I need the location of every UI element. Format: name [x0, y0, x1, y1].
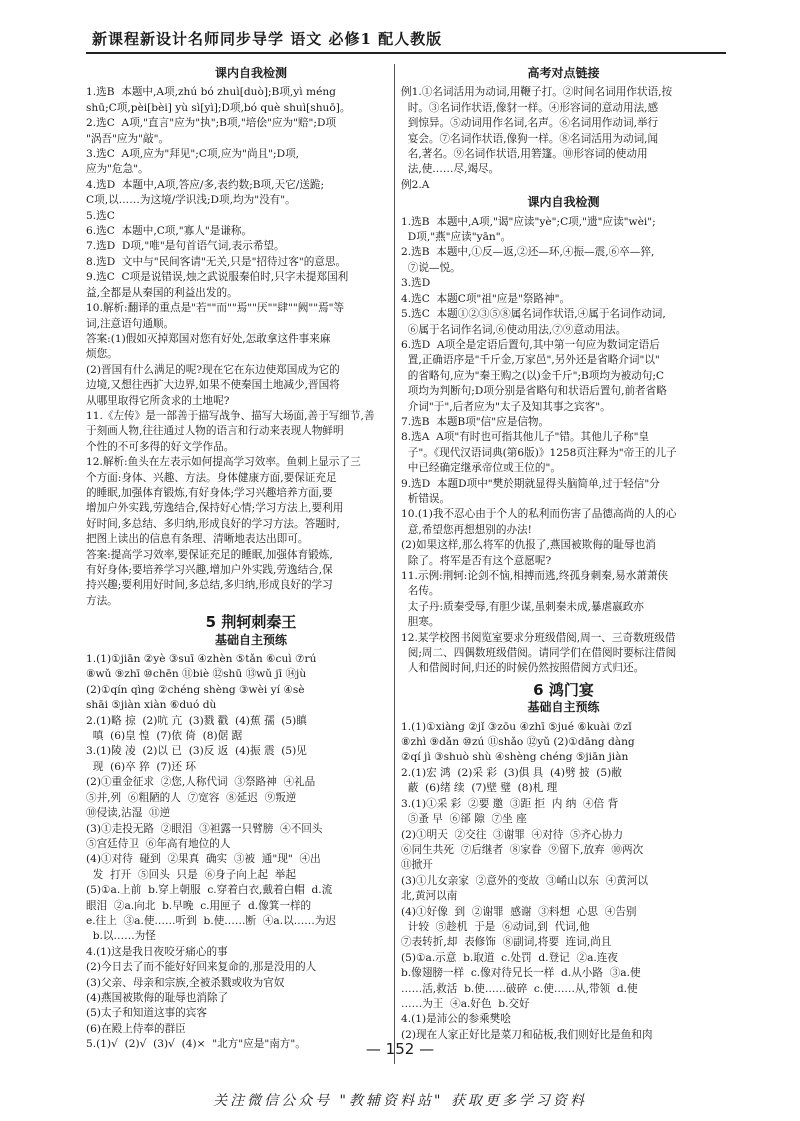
text-line: 边境,又想往西扩大边界,如果不使秦国土地减少,晋国将	[86, 379, 340, 392]
text-line: (4)①对待 碰到 ②果真 确实 ③被 通"现" ④出	[86, 853, 321, 866]
text-line: 4.选D 本题中,A项,答应/多,表约数;B项,天它/送跪;	[86, 178, 325, 191]
text-line: 眼泪 ②a.向北 b.早晚 c.用匣子 d.像箕一样的	[86, 899, 312, 912]
text-line: (2)①明天 ②交往 ③谢罪 ④对待 ⑤齐心协力	[401, 828, 624, 841]
section-heading: 高考对点链接	[527, 66, 600, 80]
text-line: 于刻画人物,往往通过人物的语言和行动来表现人物鲜明	[86, 425, 344, 438]
text-line: 1.选B 本题中,A项,zhú bó zhuì[duò];B项,yì méng	[86, 86, 336, 99]
text-line: 的省略句,应为"秦王购之(以)金千斤";B项均为被动句;C	[401, 369, 665, 382]
text-line: (2)①qín qìng ②chéng shèng ③wèi yí ④sè	[86, 683, 305, 696]
text-line: ⑦说—悦。	[401, 261, 461, 274]
left-column	[86, 64, 416, 1053]
text-line: 从哪里取得它所贪求的土地呢?	[86, 394, 230, 407]
text-line: 胆寒。	[401, 616, 440, 629]
text-line: 好时间,多总结、多归纳,形成良好的学习方法。答题时,	[86, 517, 340, 530]
text-line: 烦您。	[86, 348, 118, 361]
text-line: 中已经确定继承帝位或王位的"。	[401, 462, 561, 475]
text-line: 现 (6)卒 猝 (7)还 环	[86, 760, 196, 773]
lesson-title: 5 荆轲刺秦王	[205, 613, 297, 632]
answer-block	[401, 215, 726, 677]
text-line: ②qí jì ③shuò shù ④shèng chéng ⑤jiān jiàn	[401, 751, 629, 764]
text-line: 例2.A	[401, 178, 430, 191]
text-line: 12.解析:鱼头在左表示如何提高学习效率。鱼刺上显示了三	[86, 456, 361, 469]
page-number: — 152 —	[365, 1040, 435, 1058]
text-line: ⑩侵读,沾湿 ⑪逆	[86, 807, 171, 820]
section-heading: 课内自我检测	[214, 66, 287, 80]
text-line: shū;C项,pèi[bèi] yù sì[yì];D项,bó què shuì[shuō]。	[86, 101, 351, 114]
text-line: 4.选C 本题C项"祖"应是"祭路神"。	[401, 292, 571, 305]
text-line: 词,注意语句通顺。	[86, 317, 175, 330]
text-line: 3.(1)①采 彩 ②要 邀 ③距 拒 内 纳 ④倍 背	[401, 797, 619, 810]
text-line: (3)父亲、母亲和宗族,全被杀戮或收为官奴	[86, 976, 285, 989]
text-line: 答案:提高学习效率,要保证充足的睡眠,加强体育锻炼,	[86, 548, 333, 561]
text-line: 3.(1)陵 凌 (2)以 已 (3)反 返 (4)振 震 (5)见	[86, 745, 307, 758]
text-line: 11.示例:荆轲:论剑不恼,相搏而逃,终孤身刺秦,易水萧萧侠	[401, 570, 669, 582]
text-line: 8.选D 文中与"民间客请"无关,只是"招待过客"的意思。	[86, 255, 347, 268]
answer-block	[401, 720, 726, 1044]
text-line: 蔽 (6)绪 续 (7)壁 璧 (8)札 理	[401, 782, 558, 795]
text-line: 除了。将军是否有这个意愿呢?	[401, 554, 552, 567]
text-line: 答案:(1)假如灭掉郑国对您有好处,怎敢拿这件事来麻	[86, 332, 331, 345]
text-line: (3)①儿女亲家 ②意外的变故 ③崤山以东 ④黄河以	[401, 874, 649, 887]
text-line: 持兴趣;要利用好时间,多总结,多归纳,形成良好的学习	[86, 579, 333, 592]
text-line: 2.选C A项,"直言"应为"执";B项,"培侩"应为"赔";D项	[86, 117, 337, 130]
text-line: 析错误。	[401, 492, 451, 505]
section-heading: 基础自主预练	[214, 632, 287, 647]
text-line: 2.(1)略 掠 (2)吭 亢 (3)戮 戳 (4)蕉 孺 (5)瞋	[86, 714, 307, 727]
text-line: (4)①好像 到 ②谢罪 感谢 ③料想 心思 ④告别	[401, 905, 637, 918]
text-line: ⑤宫廷侍卫 ⑥年高有地位的人	[86, 837, 231, 850]
text-line: "涡吾"应为"敲"。	[86, 132, 170, 145]
text-line: 发 打开 ⑤回头 只是 ⑥身子向上起 举起	[86, 868, 296, 881]
text-line: 时。③名词作状语,像豺一样。④形容词的意动用法,感	[401, 101, 659, 114]
text-line: shāi ⑤jiàn xiàn ⑥duó dù	[86, 699, 217, 712]
text-line: D项,"燕"应读"yān"。	[401, 231, 512, 244]
text-line: (5)①a.示意 b.取道 c.处罚 d.登记 ②a.连夜	[401, 951, 618, 964]
text-line: ⑦表转折,却 表修饰 ⑧副词,将要 连词,尚且	[401, 936, 612, 949]
text-line: 3.选C A项,应为"拜见";C项,应为"尚且";D项,	[86, 148, 300, 161]
lesson-title: 6 鸿门宴	[533, 680, 594, 699]
text-line: 阅;周二、四偶数班级借阅。请同学们在借阅时要标注借阅	[401, 647, 677, 660]
text-line: e.往上 ③a.使……听到 b.使……断 ④a.以……为迟	[86, 914, 337, 927]
text-line: C项,以……为这境/学识浅;D项,均为"没有"。	[86, 194, 296, 207]
text-line: 5.选C	[86, 209, 115, 222]
text-line: ⑤蚤 早 ⑥郤 隙 ⑦坐 座	[401, 813, 527, 826]
text-line: 1.(1)①jiān ②yè ③suī ④zhèn ⑤tǎn ⑥cuì ⑦rú	[86, 653, 317, 666]
text-line: 12.某学校图书阅览室要求分班级借阅,周一、三奇数班级借	[401, 631, 676, 644]
text-line: ⑪掀开	[401, 859, 433, 872]
running-header	[86, 22, 726, 54]
footer-note: 关注微信公众号 "教辅资料站" 获取更多学习资料	[213, 1093, 587, 1109]
answer-block	[401, 85, 726, 193]
text-line: (3)①走投无路 ②眼泪 ③袒露一只臂膀 ④不回头	[86, 822, 323, 835]
text-line: 4.(1)这是我日夜咬牙痛心的事	[86, 945, 228, 958]
text-line: (2)现在人家正好比是菜刀和砧板,我们则好比是鱼和肉	[401, 1028, 653, 1041]
text-line: 10.解析:翻译的重点是"若""而""焉""厌""肆""阙""焉"等	[86, 302, 345, 315]
text-line: 个方面:身体、兴趣、方法。身体健康方面,要保证充足	[86, 471, 337, 484]
text-line: b.像翅膀一样 c.像对待兄长一样 d.从小路 ③a.使	[401, 967, 641, 980]
text-line: (2)今日去了而不能好好回来复命的,那是没用的人	[86, 961, 317, 974]
text-line: 5.选C 本题①②③⑤⑧属名词作状语,④属于名词作动词,	[401, 308, 666, 321]
answer-block	[86, 652, 416, 1053]
text-line: 10.(1)我不忍心由于个人的私利而伤害了品德高尚的人的心	[401, 508, 677, 521]
text-line: 方法。	[86, 594, 118, 607]
text-line: 置,正确语序是"千斤金,万家邑",另外还是省略介词"以"	[401, 354, 660, 367]
text-line: (5)①a.上前 b.穿上朝服 c.穿着白衣,戴着白帽 d.流	[86, 884, 333, 897]
text-line: 嗔 (6)皇 惶 (7)依 倚 (8)倨 踞	[86, 730, 243, 743]
text-line: 应为"危急"。	[86, 163, 149, 176]
text-line: 7.选D D项,"唯"是句首语气词,表示希望。	[86, 240, 285, 253]
text-line: b.以……为怪	[86, 930, 156, 943]
text-line: 9.选D 本题D项中"樊於期就显得头脑简单,过于轻信"分	[401, 477, 660, 490]
text-line: 3.选D	[401, 277, 431, 290]
text-line: 7.选B 本题B项"信"应是信物。	[401, 415, 550, 428]
text-line: 增加户外实践,劳逸结合,保持好心情;学习方法上,要利用	[86, 502, 344, 515]
text-line: 把图上读出的信息有条理、清晰地表达出即可。	[86, 533, 309, 546]
text-line: ……为王 ④a.好色 b.交好	[401, 997, 530, 1010]
text-line: ……活,救活 b.使……破碎 c.使……从,带领 d.使	[401, 982, 638, 995]
text-line: 名传。	[401, 585, 440, 598]
text-line: ⑤并,列 ⑥粗陋的人 ⑦宽容 ⑧延迟 ⑨叛逆	[86, 791, 297, 804]
text-line: 8.选A A项"有时也可指其他儿子"错。其他儿子称"皇	[401, 431, 650, 444]
text-line: ⑧zhì ⑨dǎn ⑩zú ⑪shǎo ⑫yǔ (2)①dāng dàng	[401, 736, 635, 749]
text-line: 到惊异。⑤动词用作名词,名声。⑥名词用作动词,举行	[401, 117, 659, 130]
text-line: 宴会。⑦名词作状语,像狗一样。⑧名词活用为动词,闻	[401, 132, 659, 145]
section-heading: 课内自我检测	[527, 195, 600, 210]
text-line: 意,希望您再想想别的办法!	[401, 523, 532, 536]
text-line: 益,全都是从秦国的利益出发的。	[86, 286, 238, 299]
text-line: (6)在殿上侍奉的群臣	[86, 1022, 186, 1035]
text-line: 有好身体;要培养学习兴趣,增加户外实践,劳逸结合,保	[86, 564, 333, 576]
text-line: ⑥属于名词作名词,⑥使动用法,⑦⑨意动用法。	[401, 323, 627, 336]
text-line: 4.(1)是沛公的参乘樊哙	[401, 1013, 511, 1026]
text-line: (4)燕国被欺侮的耻辱也消除了	[86, 991, 229, 1004]
text-line: 2.(1)宏 鸿 (2)采 彩 (3)俱 具 (4)劈 披 (5)敝	[401, 766, 622, 779]
text-line: 计较 ⑤趁机 于是 ⑥动词,到 代词,他	[401, 920, 590, 933]
text-line: 人和借阅时间,归还的时候仍然按照借阅方式归还。	[401, 662, 645, 675]
text-line: 法,使……尽,竭尽。	[401, 163, 500, 176]
text-line: 6.选D A项全是定语后置句,其中第一句应为数词定语后	[401, 338, 660, 351]
text-line: (2)晋国有什么满足的呢?现在它在东边使郑国成为它的	[86, 363, 340, 376]
text-line: 6.选C 本题中,C项,"寡人"是谦称。	[86, 225, 253, 238]
text-line: 介词"于",后者应为"太子及知其事之宾客"。	[401, 400, 611, 413]
text-line: 项均为判断句;D项分别是省略句和状语后置句,前者省略	[401, 385, 667, 398]
text-line: ⑥同生共死 ⑦后继者 ⑧家眷 ⑨留下,放弃 ⑩两次	[401, 843, 644, 856]
text-line: 子"。《现代汉语词典(第6版)》1258页注释为"帝王的儿子	[401, 446, 677, 459]
text-line: (2)如果这样,那么将军的仇报了,燕国被欺侮的耻辱也消	[401, 539, 656, 552]
text-line: 1.(1)①xiàng ②jǐ ③zōu ④zhī ⑤jué ⑥kuài ⑦zǐ	[401, 720, 632, 733]
text-line: 名,著名。⑨名词作状语,用箬篷。⑩形容词的使动用	[401, 148, 648, 161]
text-line: 1.选B 本题中,A项,"谒"应读"yè";C项,"遗"应读"wèi";	[401, 215, 656, 228]
text-line: (5)太子和知道这事的宾客	[86, 1007, 207, 1020]
text-line: (2)①重金征求 ②您,人称代词 ③祭路神 ④礼品	[86, 776, 316, 789]
text-line: 11.《左传》是一部善于描写战争、描写大场面,善于写细节,善	[86, 409, 375, 422]
section-heading: 基础自主预练	[527, 700, 600, 715]
text-line: 的睡眠,加强体育锻炼,有好身体;学习兴趣培养方面,要	[86, 486, 333, 499]
text-line: 例1.①名词活用为动词,用鞭子打。②时间名词用作状语,按	[401, 86, 673, 99]
answer-block	[86, 85, 416, 609]
header-title: 新课程新设计名师同步导学 语文 必修1 配人教版	[92, 30, 443, 48]
text-line: 9.选C C项是说错误,烛之武说服秦伯时,只字未提郑国利	[86, 271, 349, 284]
text-line: 5.(1)√ (2)√ (3)√ (4)× "北方"应是"南方"。	[86, 1038, 306, 1051]
text-line: 2.选B 本题中,①反—返,②还—环,④振—震,⑥卒—猝,	[401, 246, 655, 259]
text-line: 北,黄河以南	[401, 890, 458, 903]
text-line: 个性的不可多得的好文学作品。	[86, 440, 235, 453]
text-line: 太子丹:质秦受辱,有胆少谋,虽刺秦未成,暴虐嬴政亦	[401, 600, 644, 613]
right-column	[401, 64, 726, 1043]
text-line: ⑧wǔ ⑨zhī ⑩chēn ⑪biè ⑫shū ⑬wǔ jī ⑭jù	[86, 668, 307, 681]
